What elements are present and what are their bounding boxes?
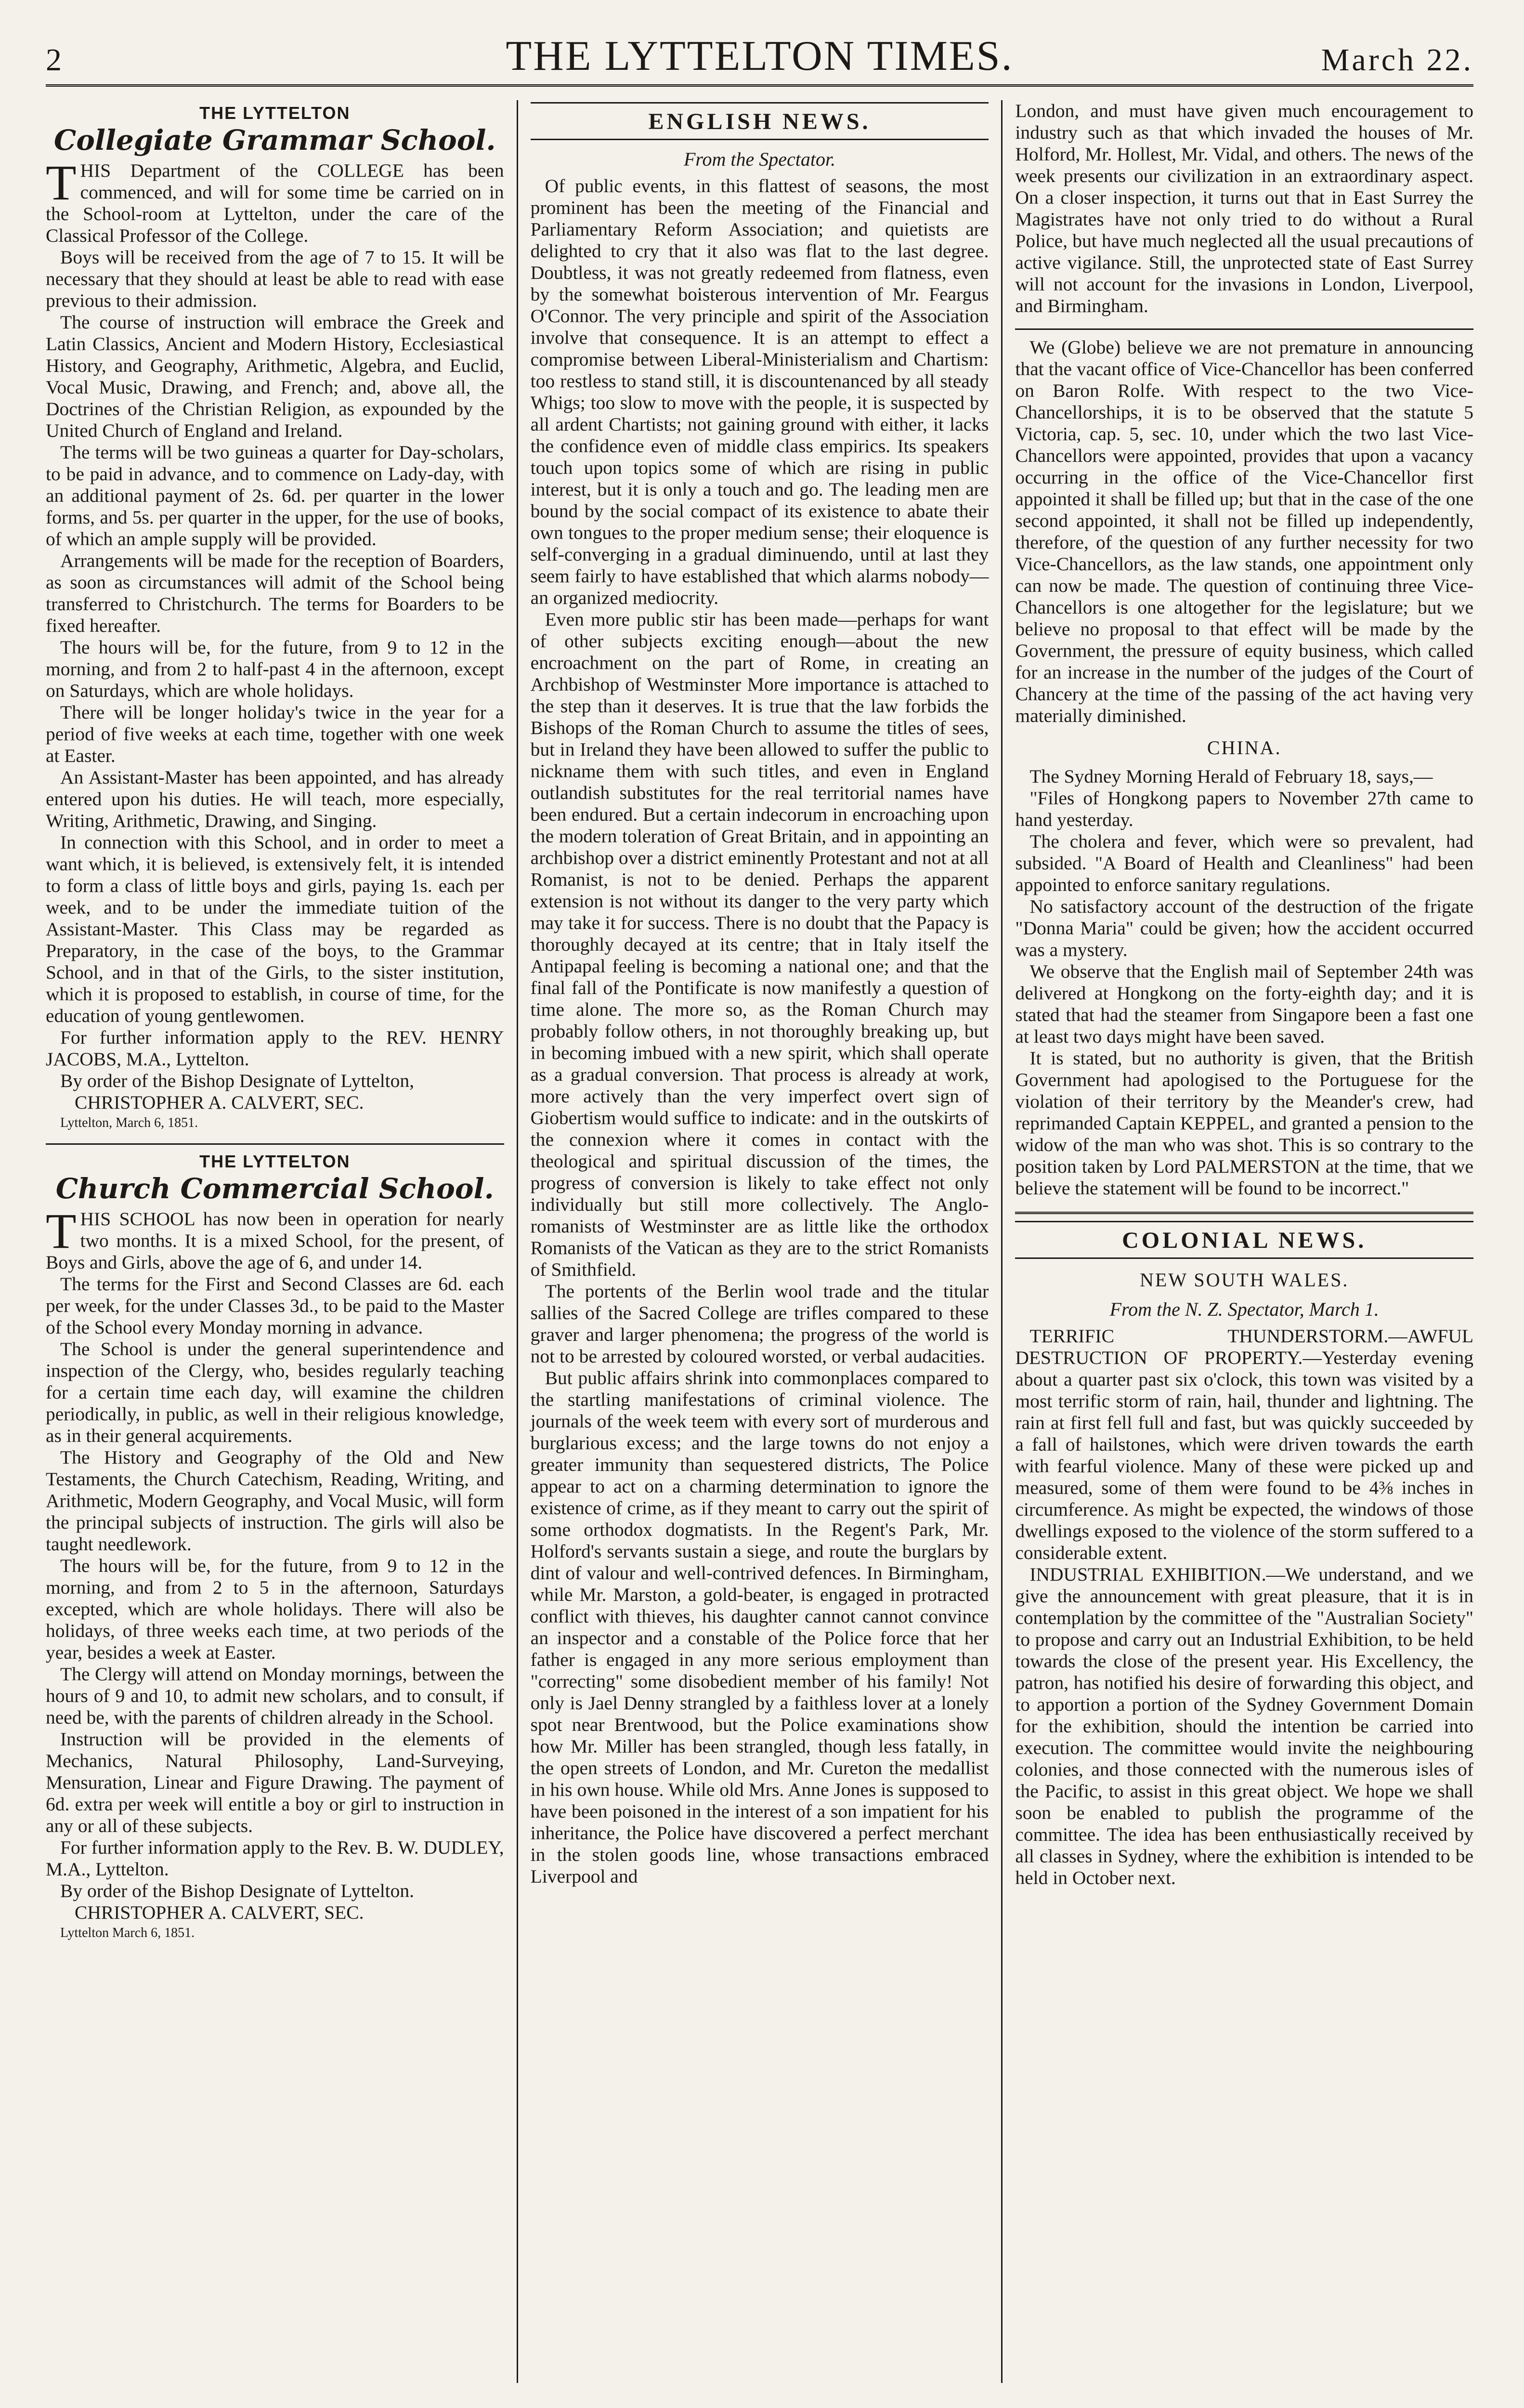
nsw-source: From the N. Z. Spectator, March 1. [1109,1298,1379,1320]
column-2 [517,100,1002,2383]
china-paragraph: It is stated, but no authority is given, that the British Government had apologised to the Portuguese for the violation of their territory by the Meander's crew, had reprimanded Captain KEPPEL, and granted a pension to the widow of the man who was shot. This is so contrary to the position taken by Lord PALMERSTON at the time, that we believe the statement will be found to be incorrect." [1015,1047,1474,1199]
continuation-paragraph: London, and must have given much encouragement to industry such as that which invaded the houses of Mr. Holford, Mr. Hollest, Mr. Vidal, and others. The news of the week presents our civilization in an extraordinary aspect. On a closer inspection, it turns out that in East Surrey the Magistrates have not only tried to do without a Rural Police, but have much neglected all the usual precautions of active vigilance. Still, the unprotected state of East Surrey will not account for the invasions in London, Liverpool, and Birmingham. [1015,100,1474,316]
english-news-paragraph: The portents of the Berlin wool trade and the titular sallies of the Sacred College are trifles compared to these graver and larger phenomena; the progress of the world is not to be arrested by coloured worsted, or verbal audacities. [530,1281,989,1367]
collegiate-paragraph: Boys will be received from the age of 7 to 15. It will be necessary that they should at least be able to read with ease previous to their admission. [46,247,504,311]
commercial-paragraph: The History and Geography of the Old and New Testaments, the Church Catechism, Reading, Writing, and Arithmetic, Modern Geography, and Vocal Music, will form the principal subjects of instruction. The girls will also be taught needlework. [46,1447,504,1555]
paper-title: THE LYTTELTON TIMES. [506,33,1014,79]
vice-chancellor-paragraph: We (Globe) believe we are not premature in announcing that the vacant office of Vice-Chancellor has been conferred on Baron Rolfe. With respect to the two Vice-Chancellorships, it is to be observed that the statute 5 Victoria, cap. 5, sec. 10, under which the two last Vice-Chancellors were appointed, provides that upon a vacancy occurring in the office of the Vice-Chancellor first appointed it shall be filled up; but that in the case of the one second appointed, it shall not be filled up independently, therefore, of the question of any further necessity for two Vice-Chancellors, as the law stands, one appointment only can now be made. The question of continuing three Vice-Chancellors is one altogether for the legislature; but we believe no proposal to that effect will be made by the Government, the pressure of equity business, which called for an increase in the number of the judges of the Court of Chancery at the time of the passing of the act having very materially diminished. [1015,337,1474,726]
china-paragraph: We observe that the English mail of September 24th was delivered at Hongkong on the forty-eighth day; and it is stated that had the steamer from Singapore been a fast one at least two days might have been saved. [1015,961,1474,1047]
english-news-source: From the Spectator. [683,148,836,170]
column-3 [1001,100,1473,2383]
collegiate-ad-title: Collegiate Grammar School. [54,124,496,157]
collegiate-dateline: Lyttelton, March 6, 1851. [60,1115,198,1130]
commercial-paragraph: The terms for the First and Second Classes are 6d. each per week, for the under Classes 3d., to be paid to the Master of the School every Monday morning in advance. [46,1273,504,1338]
collegiate-paragraph: The course of instruction will embrace the Greek and Latin Classics, Ancient and Modern History, Ecclesiastical History, and Geography, Arithmetic, Algebra, and Euclid, Vocal Music, Drawing, and French; and, above all, the Doctrines of the Christian Religion, as expounded by the United Church of England and Ireland. [46,312,504,441]
page-number: 2 [46,42,62,78]
commercial-paragraph: Instruction will be provided in the elements of Mechanics, Natural Philosophy, Land-Surveying, Mensuration, Linear and Figure Drawing. The payment of 6d. extra per week will entitle a boy or girl to instruction in any or all of these subjects. [46,1728,504,1836]
collegiate-paragraph: An Assistant-Master has been appointed, and has already entered upon his duties. He will teach, more especially, Writing, Arithmetic, Drawing, and Singing. [46,767,504,831]
collegiate-ad-kicker: THE LYTTELTON [199,103,351,123]
collegiate-paragraph: By order of the Bishop Designate of Lyttelton, [60,1070,415,1091]
commercial-ad-title: Church Commercial School. [55,1172,494,1205]
masthead [46,29,1473,87]
collegiate-signature: CHRISTOPHER A. CALVERT, SEC. [75,1092,364,1113]
commercial-signature: CHRISTOPHER A. CALVERT, SEC. [75,1902,364,1923]
commercial-paragraph: For further information apply to the Rev. B. W. DUDLEY, M.A., Lyttelton. [46,1837,504,1880]
divider [46,1143,504,1145]
colonial-news-heading: COLONIAL NEWS. [1015,1221,1473,1259]
china-heading: CHINA. [1207,737,1282,759]
nsw-heading: NEW SOUTH WALES. [1140,1269,1349,1291]
drop-cap: T [46,155,77,210]
commercial-paragraph: The Clergy will attend on Monday mornings, between the hours of 9 and 10, to admit new scholars, and to consult, if need be, with the parents of children already in the School. [46,1663,504,1728]
china-paragraph: The Sydney Morning Herald of February 18, says,— [1029,766,1433,787]
china-paragraph: No satisfactory account of the destruction of the frigate "Donna Maria" could be given; how the accident occurred was a mystery. [1015,896,1474,960]
collegiate-paragraph: The terms will be two guineas a quarter for Day-scholars, to be paid in advance, and to commence on Lady-day, with an additional payment of 2s. 6d. per quarter in the lower forms, and 5s. per quarter in the upper, for the use of books, of which an ample supply will be provided. [46,442,504,550]
commercial-dateline: Lyttelton March 6, 1851. [60,1925,195,1940]
collegiate-lead: THIS Department of the COLLEGE has been commenced, and will for some time be carried on in the School-room at Lyttelton, under the care of the Classical Professor of the College. [46,155,504,246]
collegiate-paragraph: The hours will be, for the future, from 9 to 12 in the morning, and from 2 to half-past 4 in the afternoon, except on Saturdays, which are whole holidays. [46,637,504,701]
china-paragraph: "Files of Hongkong papers to November 27th came to hand yesterday. [1015,787,1474,830]
collegiate-paragraph: There will be longer holiday's twice in the year for a period of five weeks at each time, together with one week at Easter. [46,702,504,766]
commercial-paragraph: The School is under the general superintendence and inspection of the Clergy, who, besides regularly teaching for a certain time each day, will examine the children periodically, in public, as well in their religious knowledge, as in their general acquirements. [46,1338,504,1446]
collegiate-paragraph: In connection with this School, and in order to meet a want which, it is believed, is extensively felt, it is intended to form a class of little boys and girls, paying 1s. each per week, and to be under the immediate tuition of the Assistant-Master. This Class may be regarded as Preparatory, in the case of the boys, to the Grammar School, and in that of the Girls, to the sister institution, which it is proposed to establish, in course of time, for the education of young gentlewomen. [46,832,504,1026]
china-paragraph: The cholera and fever, which were so prevalent, had subsided. "A Board of Health and Cleanliness" had been appointed to enforce sanitary regulations. [1015,831,1474,895]
commercial-paragraph: By order of the Bishop Designate of Lyttelton. [60,1880,415,1901]
english-news-paragraph: Even more public stir has been made—perhaps for want of other subjects exciting enough—about the new encroachment on the part of Rome, in creating an Archbishop of Westminster More importance is attached to the step than it deserves. It is true that the law forbids the Bishops of the Roman Church to assume the titles of sees, but in Ireland they have been allowed to suffer the public to nickname them with such titles, and even in England outlandish substitutes for the real territorial names have been endured. But a certain indecorum in encroaching upon the modern toleration of Great Britain, and in appointing an archbishop over a district eminently Protestant and not at all Romanist, is not to be denied. Perhaps the apparent extension is not without its danger to the very party which may take it for success. There is no doubt that the Papacy is thoroughly decayed at its centre; that in Italy itself the Antipapal feeling is becoming a national one; and that the final fall of the Pontificate is now manifestly a question of time alone. The more so, as the Roman Church may probably follow others, in not thoroughly breaking up, but in becoming imbued with a new spirit, which shall operate as a gradual conversion. That process is already at work, more actively than the very imperfect overt sign of Giobertism would suffice to indicate: and in the outskirts of the connexion where it comes in contact with the theological and spiritual discussion of the times, the progress of conversion is likely to take effect not only individually but still more collectively. The Anglo-romanists of Westminster are as little like the orthodox Romanists of the Vatican as they are to the strict Romanists of Smithfield. [530,609,989,1280]
drop-cap: T [46,1204,77,1259]
columns [46,100,1473,2383]
english-news-heading: ENGLISH NEWS. [531,102,989,140]
collegiate-paragraph: Arrangements will be made for the reception of Boarders, as soon as circumstances will admit of the School being transferred to Christchurch. The terms for Boarders to be fixed hereafter. [46,550,504,636]
commercial-lead: THIS SCHOOL has now been in operation for nearly two months. It is a mixed School, for the present, of Boys and Girls, above the age of 6, and under 14. [46,1204,504,1273]
colonial-paragraph: INDUSTRIAL EXHIBITION.—We understand, and we give the announcement with great pleasure, that it is in contemplation by the committee of the "Australian Society" to propose and carry out an Industrial Exhibition, to be held towards the close of the present year. His Excellency, the patron, has notified his desire of forwarding this object, and to apportion a portion of the Sydney Government Domain for the exhibition, should the intention be carried into execution. The committee would invite the neighbouring colonies, and those connected with the numerous isles of the Pacific, to assist in this great object. We hope we shall soon be enabled to publish the programme of the committee. The idea has been enthusiastically received by all classes in Sydney, where the exhibition is intended to be held in October next. [1015,1564,1474,1888]
commercial-paragraph: The hours will be, for the future, from 9 to 12 in the morning, and from 2 to 5 in the afternoon, Saturdays excepted, which are whole holidays. There will also be holidays, of three weeks each time, at two periods of the year, besides a week at Easter. [46,1555,504,1663]
english-news-paragraph: But public affairs shrink into commonplaces compared to the startling manifestations of criminal violence. The journals of the week teem with every sort of murderous and burglarious excess; and the large towns do not enjoy a greater immunity than sequestered districts, The Police appear to act on a charming determination to ignore the existence of crime, as if they meant to carry out the spirit of some orthodox dogmatists. In the Regent's Park, Mr. Holford's servants sustain a siege, and route the burglars by dint of valour and well-contrived defences. In Birmingham, while Mr. Marston, a gold-beater, is engaged in protracted conflict with thieves, his daughter cannot cannot convince an inspector and a constable of the Police force that her father is engaged in any more serious employment than "correcting" some disobedient member of his family! Not only is Jael Denny strangled by a faithless lover at a lonely spot near Brentwood, but the Police examinations show how Mr. Miller has been strangled, though less fatally, in the open streets of London, and Mr. Cureton the medallist in his own house. While old Mrs. Anne Jones is supposed to have been poisoned in the interest of a son impatient for his inheritance, the Police have discovered a perfect merchant in the stolen goods line, whose transactions embraced Liverpool and [530,1367,989,1887]
column-1 [46,100,517,2383]
collegiate-paragraph: For further information apply to the REV. HENRY JACOBS, M.A., Lyttelton. [46,1027,504,1070]
divider [1015,328,1473,330]
divider [1015,1212,1473,1214]
english-news-paragraph: Of public events, in this flattest of seasons, the most prominent has been the meeting of the Financial and Parliamentary Reform Association; and quietists are delighted to cry that it also was flat to the last degree. Doubtless, it was not greatly redeemed from flatness, even by the somewhat boisterous intervention of Mr. Feargus O'Connor. The very principle and spirit of the Association involve that consequence. It is an attempt to effect a compromise between Liberal-Ministerialism and Chartism: too restless to stand still, it is discountenanced by all steady Whigs; too slow to move with the people, it is suspected by all ardent Chartists; not gaining ground with either, it lacks the confidence even of middle class empirics. Its speakers touch upon topics some of which are rising in public interest, but it is only a touch and go. The leading men are bound by the social compact of its existence to abate their own tongues to the proper medium sense; their eloquence is self-converging in a gradual diminuendo, until at last they seem fairly to have established that which alarms nobody—an organized mediocrity. [530,175,989,608]
issue-date: March 22. [1321,42,1473,78]
commercial-ad-kicker: THE LYTTELTON [199,1152,351,1171]
colonial-paragraph: TERRIFIC THUNDERSTORM.—AWFUL DESTRUCTION OF PROPERTY.—Yesterday evening about a quarter past six o'clock, this town was visited by a most terrific storm of rain, hail, thunder and lightning. The rain at first fell full and fast, but was quickly succeeded by a fall of hailstones, which were driven towards the earth with fearful violence. Many of these were picked up and measured, some of them were found to be 4⅜ inches in circumference. As might be expected, the windows of those dwellings exposed to the violence of the storm suffered to a considerable extent. [1015,1325,1474,1563]
